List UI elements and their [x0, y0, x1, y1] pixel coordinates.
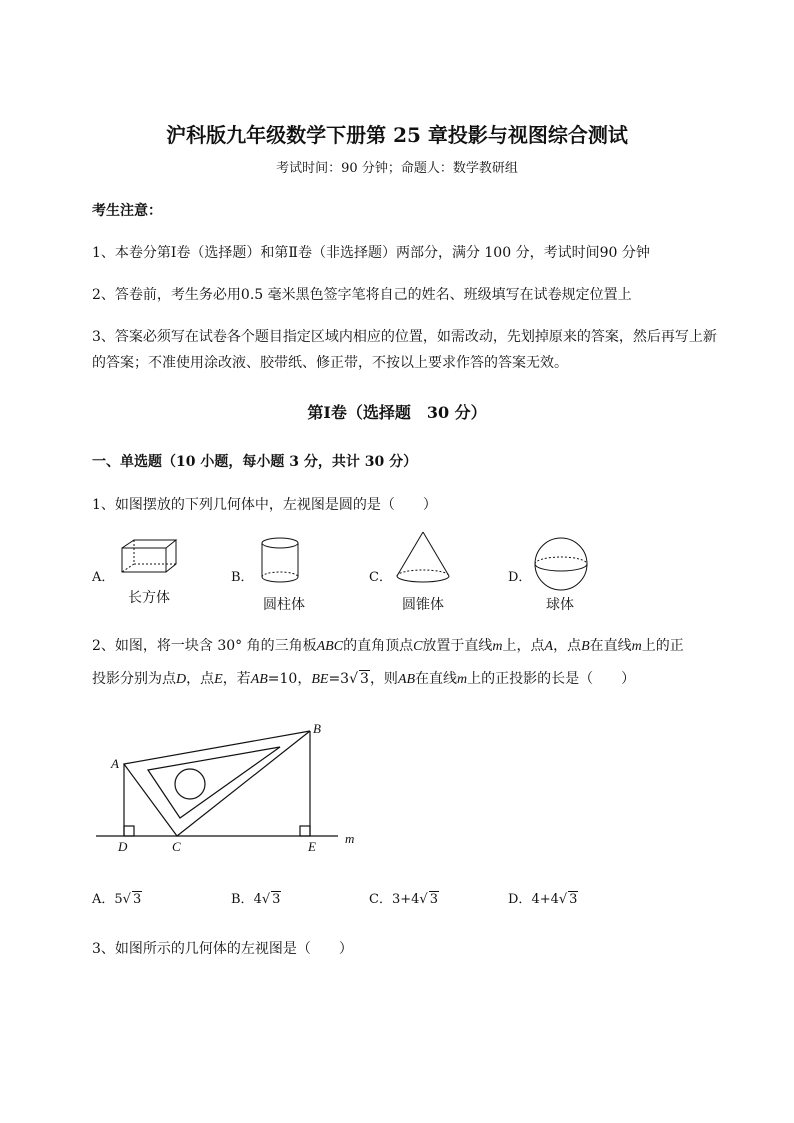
- notice-item-3-line-2: 的答案；不准使用涂改液、胶带纸、修正带，不按以上要求作答的答案无效。: [92, 355, 568, 371]
- q1-option-c-caption: 圆锥体: [402, 597, 444, 613]
- q1-option-a-letter: A．: [92, 570, 115, 585]
- q2-option-d: D．4+4√ 3: [508, 892, 578, 907]
- cuboid-icon: [118, 538, 180, 578]
- exam-subtitle: 考试时间：90 分钟；命题人：数学教研组: [276, 161, 518, 176]
- right-angle-e: [300, 826, 310, 836]
- label-c: C: [172, 839, 181, 854]
- part-heading: 一、单选题（10 小题，每小题 3 分，共计 30 分）: [92, 454, 418, 470]
- q2-figure: [90, 718, 370, 858]
- triangle-abc: [124, 731, 310, 836]
- q1-option-d-caption: 球体: [546, 597, 574, 613]
- exam-title: 沪科版九年级数学下册第 25 章投影与视图综合测试: [166, 123, 628, 147]
- question-2-stem-line-2: 投影分别为点D，点E，若AB=10，BE=3√ 3，则AB在直线m上的正投影的长是（ ）: [92, 671, 636, 687]
- notice-item-1: 1、本卷分第Ⅰ卷（选择题）和第Ⅱ卷（非选择题）两部分，满分 100 分，考试时间90 分钟: [92, 245, 650, 261]
- q2-option-b: B．4√ 3: [231, 892, 281, 907]
- q1-option-b-letter: B．: [231, 570, 254, 585]
- question-1-stem: 1、如图摆放的下列几何体中，左视图是圆的是（ ）: [92, 497, 437, 513]
- q1-option-b-caption: 圆柱体: [263, 597, 305, 613]
- label-e: E: [308, 839, 316, 854]
- question-2-stem-line-1: 2、如图，将一块含 30° 角的三角板ABC的直角顶点C放置于直线m上，点A，点B在直线m上的正: [92, 638, 684, 654]
- label-d: D: [118, 839, 128, 854]
- q1-option-a-caption: 长方体: [128, 590, 170, 606]
- label-a: A: [111, 756, 119, 771]
- cone-icon: [392, 530, 454, 586]
- q2-option-c: C．3+4√ 3: [369, 892, 438, 907]
- label-m: m: [345, 831, 355, 846]
- q1-option-c-letter: C．: [369, 570, 392, 585]
- sqrt-symbol: √ 3: [349, 671, 369, 687]
- q1-option-d-letter: D．: [508, 570, 532, 585]
- notice-item-3-line-1: 3、答案必须写在试卷各个题目指定区域内相应的位置，如需改动，先划掉原来的答案，然后再写上新: [92, 329, 717, 345]
- cylinder-icon: [258, 535, 304, 587]
- question-3-stem: 3、如图所示的几何体的左视图是（ ）: [92, 941, 353, 957]
- notice-heading: 考生注意：: [92, 203, 162, 219]
- section-title: 第Ⅰ卷（选择题 30 分）: [307, 403, 487, 422]
- label-b: B: [313, 721, 321, 736]
- q2-option-a: A．5√ 3: [92, 892, 142, 907]
- notice-item-2: 2、答卷前，考生务必用0.5 毫米黑色签字笔将自己的姓名、班级填写在试卷规定位置上: [92, 287, 632, 303]
- sphere-icon: [532, 536, 592, 592]
- triangle-hole: [175, 769, 205, 799]
- right-angle-d: [124, 826, 134, 836]
